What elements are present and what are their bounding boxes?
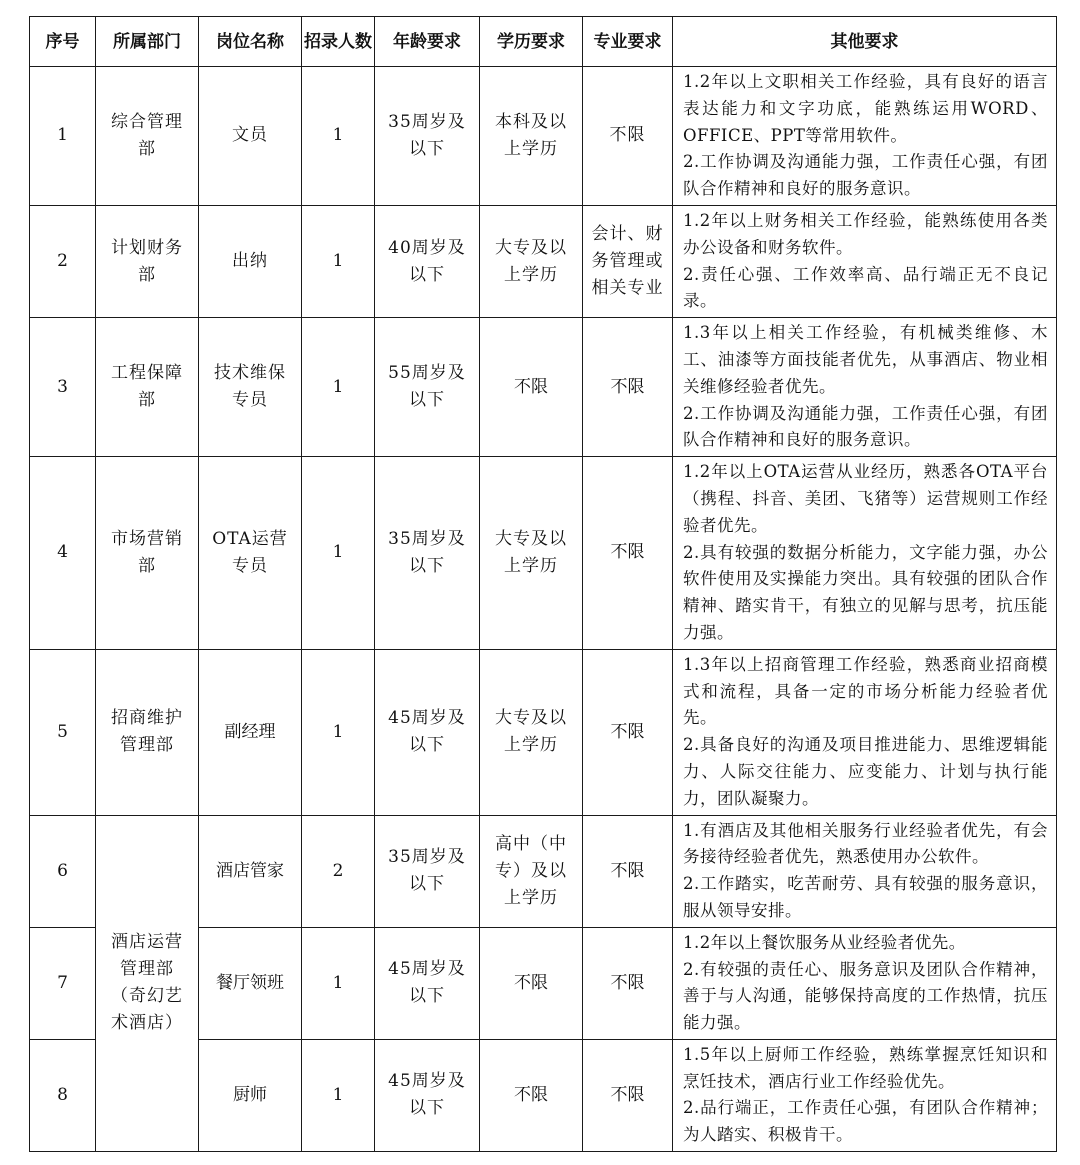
cell-count: 1 — [302, 318, 375, 457]
table-row — [30, 457, 1057, 650]
cell-index: 4 — [30, 457, 96, 650]
cell-position: 技术维保专员 — [199, 318, 302, 457]
cell-other: 1.2年以上文职相关工作经验，具有良好的语言表达能力和文字功底，能熟练运用WORD、OFFICE、PPT等常用软件。 2.工作协调及沟通能力强，工作责任心强，有团队合作精神和良好的服务意识。 — [673, 67, 1057, 206]
table-row — [30, 318, 1057, 457]
cell-index: 3 — [30, 318, 96, 457]
cell-other: 1.2年以上餐饮服务从业经验者优先。 2.有较强的责任心、服务意识及团队合作精神，善于与人沟通，能够保持高度的工作热情，抗压能力强。 — [673, 927, 1057, 1039]
cell-age: 35周岁及以下 — [375, 457, 480, 650]
cell-dept: 计划财务部 — [96, 205, 199, 317]
cell-other: 1.3年以上招商管理工作经验，熟悉商业招商模式和流程，具备一定的市场分析能力经验者优先。 2.具备良好的沟通及项目推进能力、思维逻辑能力、人际交往能力、应变能力、计划与执行能力，团队凝聚力。 — [673, 649, 1057, 815]
cell-age: 55周岁及以下 — [375, 318, 480, 457]
table-row — [30, 649, 1057, 815]
table-row — [30, 205, 1057, 317]
header-education: 学历要求 — [480, 17, 583, 67]
cell-dept: 酒店运营管理部（奇幻艺术酒店） — [96, 815, 199, 1152]
cell-dept: 招商维护管理部 — [96, 649, 199, 815]
cell-index: 6 — [30, 815, 96, 927]
recruitment-table — [29, 16, 1057, 1152]
cell-major: 不限 — [583, 815, 673, 927]
cell-education: 高中（中专）及以上学历 — [480, 815, 583, 927]
cell-position: 酒店管家 — [199, 815, 302, 927]
cell-major: 不限 — [583, 67, 673, 206]
cell-age: 45周岁及以下 — [375, 649, 480, 815]
cell-dept: 市场营销部 — [96, 457, 199, 650]
cell-position: 出纳 — [199, 205, 302, 317]
table-row — [30, 815, 1057, 927]
cell-index: 8 — [30, 1039, 96, 1151]
cell-position: 副经理 — [199, 649, 302, 815]
cell-count: 1 — [302, 1039, 375, 1151]
cell-education: 不限 — [480, 318, 583, 457]
cell-education: 大专及以上学历 — [480, 649, 583, 815]
cell-age: 45周岁及以下 — [375, 1039, 480, 1151]
cell-count: 1 — [302, 67, 375, 206]
cell-major: 不限 — [583, 457, 673, 650]
cell-index: 2 — [30, 205, 96, 317]
cell-education: 不限 — [480, 927, 583, 1039]
cell-other: 1.3年以上相关工作经验，有机械类维修、木工、油漆等方面技能者优先，从事酒店、物业相关维修经验者优先。 2.工作协调及沟通能力强，工作责任心强，有团队合作精神和良好的服务意识。 — [673, 318, 1057, 457]
cell-age: 40周岁及以下 — [375, 205, 480, 317]
cell-position: 文员 — [199, 67, 302, 206]
cell-major: 不限 — [583, 318, 673, 457]
cell-major: 不限 — [583, 927, 673, 1039]
header-other: 其他要求 — [673, 17, 1057, 67]
cell-other: 1.5年以上厨师工作经验，熟练掌握烹饪知识和烹饪技术，酒店行业工作经验优先。 2.品行端正，工作责任心强，有团队合作精神；为人踏实、积极肯干。 — [673, 1039, 1057, 1151]
cell-major: 会计、财务管理或相关专业 — [583, 205, 673, 317]
cell-education: 不限 — [480, 1039, 583, 1151]
cell-count: 1 — [302, 205, 375, 317]
cell-count: 1 — [302, 649, 375, 815]
header-row — [30, 17, 1057, 67]
cell-dept: 综合管理部 — [96, 67, 199, 206]
cell-age: 35周岁及以下 — [375, 815, 480, 927]
cell-dept: 工程保障部 — [96, 318, 199, 457]
cell-age: 45周岁及以下 — [375, 927, 480, 1039]
cell-other: 1.有酒店及其他相关服务行业经验者优先，有会务接待经验者优先，熟悉使用办公软件。 2.工作踏实，吃苦耐劳、具有较强的服务意识，服从领导安排。 — [673, 815, 1057, 927]
cell-count: 1 — [302, 457, 375, 650]
cell-other: 1.2年以上财务相关工作经验，能熟练使用各类办公设备和财务软件。 2.责任心强、工作效率高、品行端正无不良记录。 — [673, 205, 1057, 317]
header-index: 序号 — [30, 17, 96, 67]
cell-education: 大专及以上学历 — [480, 205, 583, 317]
cell-count: 2 — [302, 815, 375, 927]
cell-major: 不限 — [583, 649, 673, 815]
cell-position: 餐厅领班 — [199, 927, 302, 1039]
header-dept: 所属部门 — [96, 17, 199, 67]
cell-age: 35周岁及以下 — [375, 67, 480, 206]
cell-major: 不限 — [583, 1039, 673, 1151]
cell-education: 本科及以上学历 — [480, 67, 583, 206]
cell-position: 厨师 — [199, 1039, 302, 1151]
cell-index: 1 — [30, 67, 96, 206]
header-age: 年龄要求 — [375, 17, 480, 67]
cell-index: 7 — [30, 927, 96, 1039]
header-position: 岗位名称 — [199, 17, 302, 67]
header-count: 招录人数 — [302, 17, 375, 67]
cell-other: 1.2年以上OTA运营从业经历，熟悉各OTA平台（携程、抖音、美团、飞猪等）运营规则工作经验者优先。 2.具有较强的数据分析能力，文字能力强，办公软件使用及实操能力突出。具有较强的团队合作精神、踏实肯干，有独立的见解与思考，抗压能力强。 — [673, 457, 1057, 650]
cell-position: OTA运营专员 — [199, 457, 302, 650]
cell-education: 大专及以上学历 — [480, 457, 583, 650]
table-row — [30, 67, 1057, 206]
cell-index: 5 — [30, 649, 96, 815]
cell-count: 1 — [302, 927, 375, 1039]
header-major: 专业要求 — [583, 17, 673, 67]
